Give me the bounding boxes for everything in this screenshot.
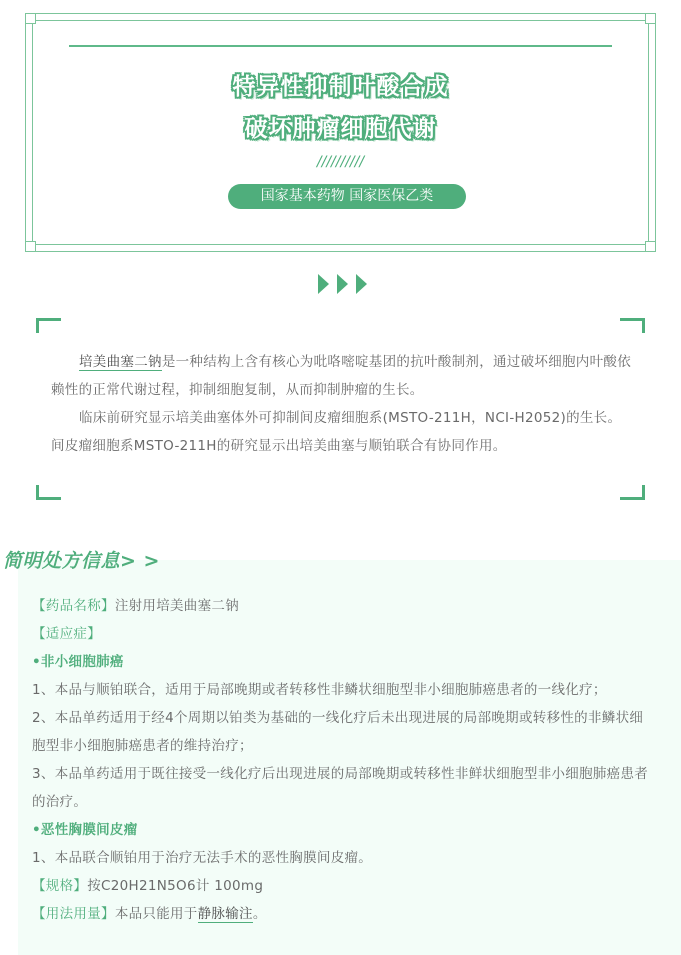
arrow-right-icon [356,274,367,294]
header-frame [25,13,656,252]
drug-name-label: 【药品名称】 [32,598,115,614]
spec-label: 【规格】 [32,878,88,894]
drug-name-value: 注射用培美曲塞二钠 [114,598,240,614]
iv-infusion-link[interactable]: 静脉输注 [197,906,253,922]
frame-corner-bottom-left [25,241,36,252]
bracket-top-left [36,318,61,333]
spec-value: 按C20H21N5O6计 100mg [87,878,264,894]
arrow-right-icon [318,274,329,294]
category-badge: 国家基本药物 国家医保乙类 [228,184,466,209]
nsclc-heading: •非小细胞肺癌 [32,654,124,670]
usage-row [32,900,652,928]
nsclc-item-1: 1、本品与顺铂联合，适用于局部晚期或者转移性非鳞状细胞型非小细胞肺癌患者的一线化疗； [32,682,607,698]
intro-paragraph-2: 临床前研究显示培美曲塞体外可抑制间皮瘤细胞系(MSTO-211H，NCI-H2052)的生长。间皮瘤细胞系MSTO-211H的研究显示出培美曲塞与顺铂联合有协同作用。 [51,410,622,454]
indication-label: 【适应症】 [32,626,101,642]
mesothelioma-heading: •恶性胸膜间皮瘤 [32,822,138,838]
frame-corner-bottom-right [645,241,656,252]
usage-value-pre: 本品只能用于 [114,906,198,922]
bracket-bottom-right [620,485,645,500]
usage-value-post: 。 [252,906,267,922]
intro-paragraph-1 [51,348,631,404]
frame-corner-top-left [25,13,36,24]
triple-arrow-icon [318,274,378,294]
usage-label: 【用法用量】 [32,906,115,922]
arrow-right-icon [337,274,348,294]
drug-name-link[interactable]: 培美曲塞二钠 [79,354,162,370]
mesothelioma-item-1: 1、本品联合顺铂用于治疗无法手术的恶性胸膜间皮瘤。 [32,850,373,866]
section-title: 简明处方信息> > [3,550,160,572]
drug-name-row [32,592,652,620]
nsclc-item-2: 2、本品单药适用于经4个周期以铂类为基础的一线化疗后未出现进展的局部晚期或转移性的非鳞状细胞型非小细胞肺癌患者的维持治疗； [32,710,644,754]
bracket-bottom-left [36,485,61,500]
intro-paragraph-1-text: 是一种结构上含有核心为吡咯嘧啶基团的抗叶酸制剂，通过破坏细胞内叶酸依赖性的正常代谢过程，抑制细胞复制，从而抑制肿瘤的生长。 [51,354,632,398]
nsclc-item-3: 3、本品单药适用于既往接受一线化疗后出现进展的局部晚期或转移性非鲜状细胞型非小细胞肺癌患者的治疗。 [32,766,649,810]
title-line-1: 特异性抑制叶酸合成 [232,74,449,100]
bracket-top-right [620,318,645,333]
spec-row [32,872,652,900]
title-line-2: 破坏肿瘤细胞代谢 [244,116,437,142]
prescription-info [32,592,652,928]
header-inner-frame [32,20,649,245]
intro-text [51,348,631,460]
frame-corner-top-right [645,13,656,24]
header-top-rule [69,45,612,47]
decorative-slashes: ////////// [316,154,365,170]
